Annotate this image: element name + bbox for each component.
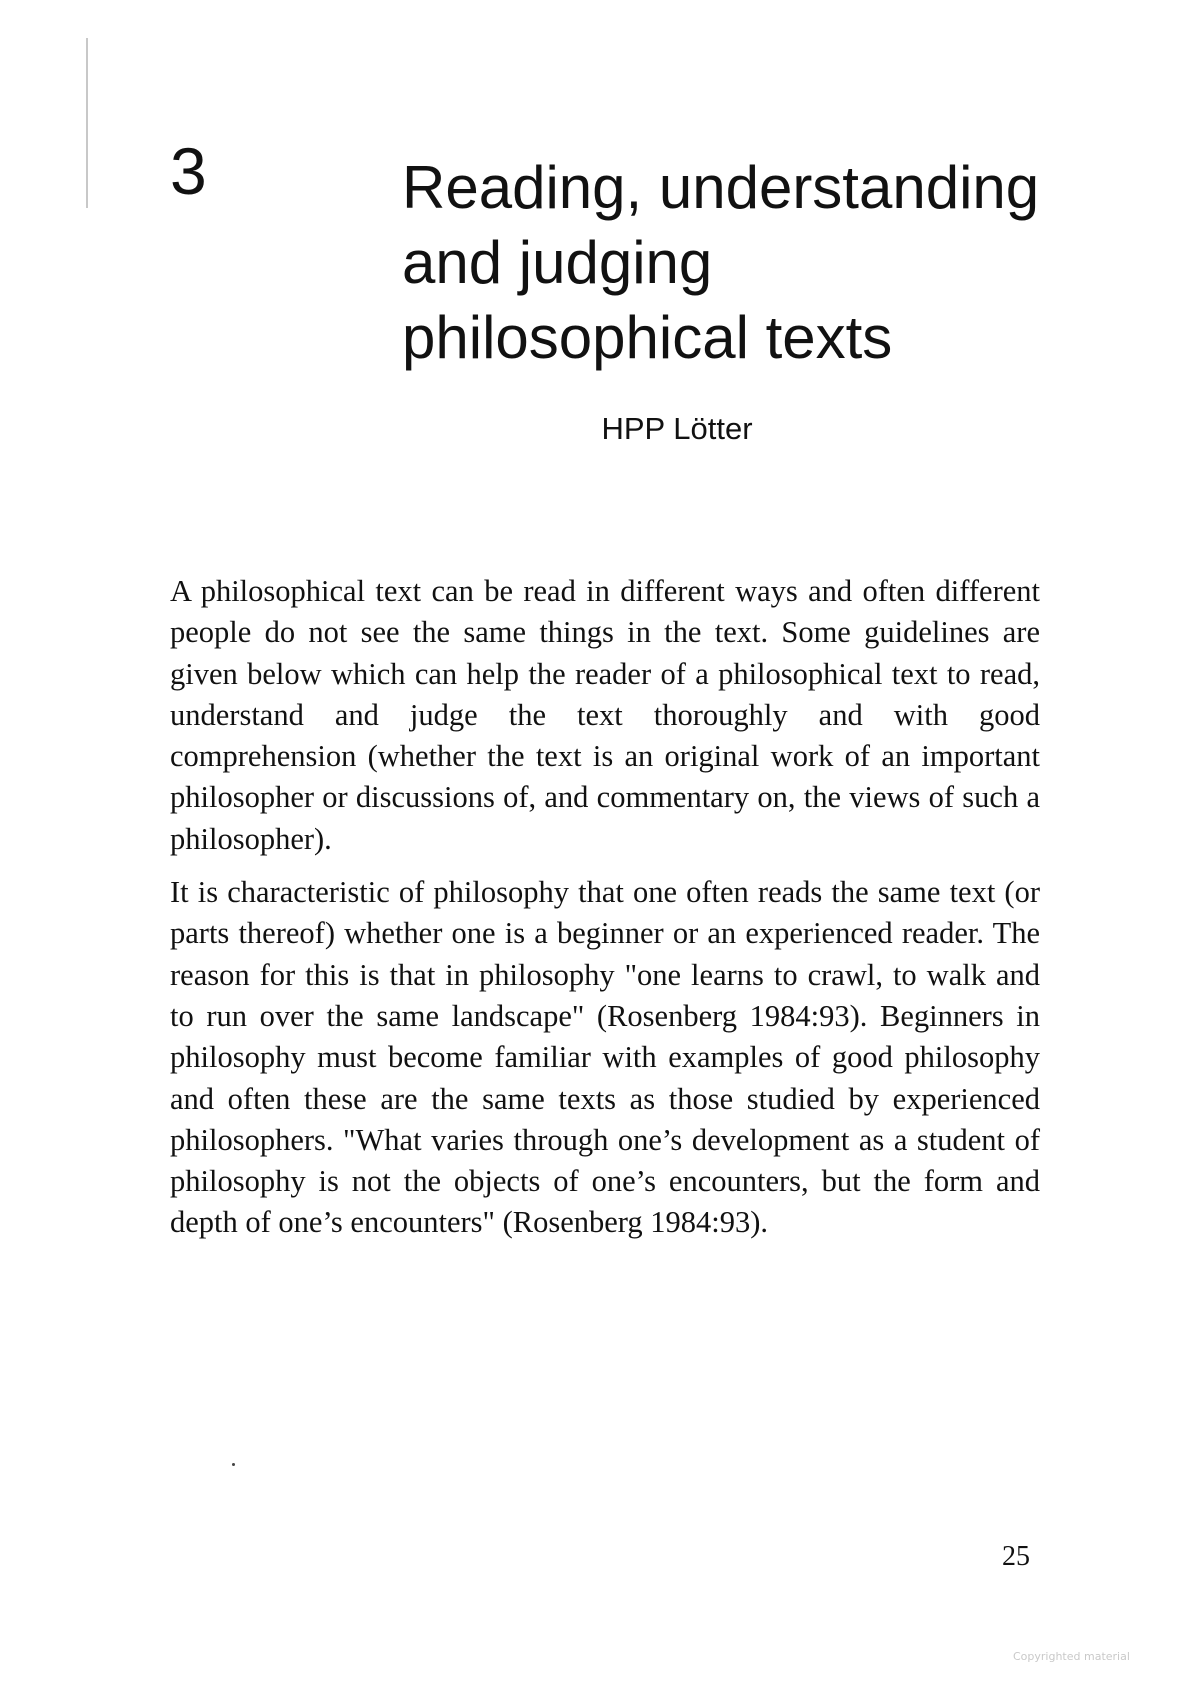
paragraph-2: It is characteristic of philosophy that one often reads the same text (or parts thereof) whether one is a beginner or an experienced reader. The reason for this is that in philosophy "one learns to crawl, to walk and to run over the same landscape" (Rosenberg 1984:93). Beginners in philosophy must become familiar with examples of good philosophy and often these are the same texts as those studied by experienced philosophers. "What varies through one’s development as a student of philosophy is not the objects of one’s encounters, but the form and depth of one’s encounters" (Rosenberg 1984:93). <box>170 875 1040 1240</box>
page-number: 25 <box>1002 1541 1030 1572</box>
chapter-title-line-3: philosophical texts <box>402 304 893 371</box>
chapter-number: 3 <box>170 134 207 208</box>
chapter-author: HPP Lötter <box>601 411 753 446</box>
body-text <box>170 571 1040 1256</box>
chapter-title-line-2: and judging <box>402 229 713 296</box>
chapter-title <box>402 150 1102 375</box>
stray-dot <box>232 1463 235 1466</box>
chapter-title-line-1: Reading, understanding <box>402 154 1040 221</box>
copyright-watermark: Copyrighted material <box>1013 1650 1130 1663</box>
margin-rule <box>86 38 88 208</box>
paragraph-1: A philosophical text can be read in different ways and often different people do not see the same things in the text. Some guidelines are given below which can help the reader of a philosophical text to read, understand and judge the text thoroughly and with good comprehension (whether the text is an original work of an important philosopher or discussions of, and commentary on, the views of such a philosopher). <box>170 574 1040 856</box>
